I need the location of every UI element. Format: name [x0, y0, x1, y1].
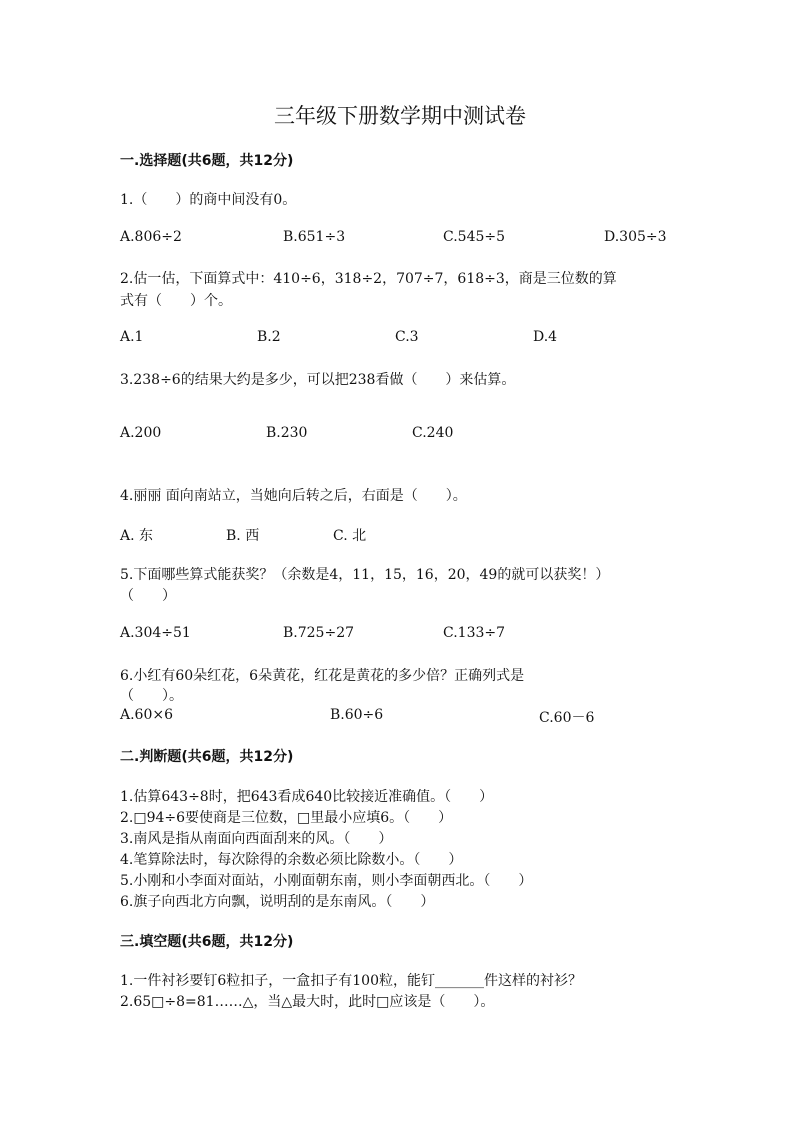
judgment-item: 4.笔算除法时，每次除得的余数必须比除数小。（ ）: [120, 852, 463, 868]
section-heading-fill-blank: 三.填空题(共6题，共12分): [120, 934, 294, 950]
q2-option-a: A.1: [120, 329, 144, 345]
page-title: 三年级下册数学期中测试卷: [274, 104, 526, 128]
question-5-line1: 5.下面哪些算式能获奖？（余数是4，11，15，16，20，49的就可以获奖！）: [120, 567, 610, 583]
q5-option-c: C.133÷7: [443, 625, 506, 641]
section-heading-judgment: 二.判断题(共6题，共12分): [120, 749, 294, 765]
judgment-item: 5.小刚和小李面对面站，小刚面朝东南，则小李面朝西北。（ ）: [120, 873, 533, 889]
fill-blank-item: 1.一件衬衫要钉6粒扣子，一盒扣子有100粒，能钉_______件这样的衬衫？: [120, 973, 582, 989]
q4-option-c: C. 北: [333, 528, 367, 544]
q4-option-b: B. 西: [226, 528, 260, 544]
question-3: 3.238÷6的结果大约是多少，可以把238看做（ ）来估算。: [120, 372, 516, 388]
q3-option-c: C.240: [412, 425, 454, 441]
q3-option-a: A.200: [120, 425, 162, 441]
judgment-item: 1.估算643÷8时，把643看成640比较接近准确值。（ ）: [120, 789, 494, 805]
judgment-item: 2.□94÷6要使商是三位数，□里最小应填6。（ ）: [120, 810, 453, 826]
question-2-line2: 式有（ ）个。: [120, 293, 232, 309]
q1-option-a: A.806÷2: [120, 229, 182, 245]
q5-option-a: A.304÷51: [120, 625, 191, 641]
q1-option-c: C.545÷5: [443, 229, 506, 245]
question-5-line2: （ ）: [120, 588, 176, 604]
q6-option-b: B.60÷6: [330, 707, 384, 723]
q2-option-d: D.4: [533, 329, 558, 345]
question-6-line1: 6.小红有60朵红花，6朵黄花，红花是黄花的多少倍？正确列式是: [120, 668, 525, 684]
section-heading-choice: 一.选择题(共6题，共12分): [120, 153, 294, 169]
fill-blank-item: 2.65□÷8=81……△，当△最大时，此时□应该是（ ）。: [120, 994, 495, 1010]
q3-option-b: B.230: [266, 425, 308, 441]
question-4: 4.丽丽 面向南站立，当她向后转之后，右面是（ ）。: [120, 488, 467, 504]
q6-option-a: A.60×6: [120, 707, 174, 723]
question-6-line2: （ ）。: [120, 688, 183, 704]
q1-option-b: B.651÷3: [283, 229, 346, 245]
q5-option-b: B.725÷27: [283, 625, 355, 641]
q2-option-b: B.2: [257, 329, 281, 345]
judgment-item: 6.旗子向西北方向飘，说明刮的是东南风。（ ）: [120, 894, 435, 910]
q4-option-a: A. 东: [120, 528, 154, 544]
question-1: 1.（ ）的商中间没有0。: [120, 192, 297, 208]
q2-option-c: C.3: [395, 329, 419, 345]
judgment-item: 3.南风是指从南面向西面刮来的风。（ ）: [120, 831, 393, 847]
question-2-line1: 2.估一估，下面算式中：410÷6，318÷2，707÷7，618÷3，商是三位数的算: [120, 271, 617, 287]
q6-option-c: C.60－6: [539, 710, 595, 726]
q1-option-d: D.305÷3: [604, 229, 667, 245]
